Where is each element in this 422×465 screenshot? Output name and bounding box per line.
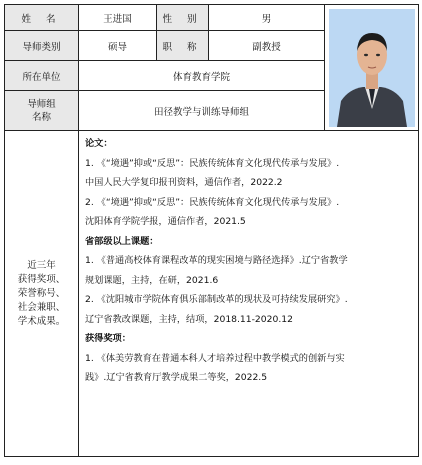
gender-value: 男 [209, 5, 325, 31]
award-line: 践》.辽宁省教育厅教学成果二等奖，2022.5 [85, 372, 268, 383]
unit-label: 所在单位 [5, 61, 79, 91]
paper-line: 1. 《“境遇”抑或“反思”：民族传统体育文化现代传承与发展》. [85, 157, 340, 169]
unit-value: 体育教育学院 [79, 61, 325, 91]
group-label-line1: 导师组 [27, 98, 56, 110]
achievements-label [5, 131, 79, 457]
achievements-label-line: 社会兼职、 [17, 301, 66, 313]
profile-table [4, 4, 419, 457]
paper-line: 2. 《“境遇”抑或“反思”：民族传统体育文化现代传承与发展》. [85, 196, 340, 208]
achievements-label-line: 学术成果。 [17, 315, 66, 327]
project-line: 辽宁省教改课题，主持，结项，2018.11-2020.12 [85, 313, 293, 325]
project-line: 2. 《沈阳城市学院体育俱乐部制改革的现状及可持续发展研究》. [85, 294, 348, 305]
achievements-content [79, 131, 419, 457]
supervisor-type-value: 硕导 [79, 31, 157, 61]
achievements-label-line: 近三年 [27, 259, 56, 271]
supervisor-type-label: 导师类别 [5, 31, 79, 61]
name-label: 姓 名 [5, 5, 79, 31]
paper-line: 沈阳体育学院学报，通信作者，2021.5 [85, 216, 246, 227]
projects-heading: 省部级以上课题： [85, 235, 159, 247]
title-label: 职 称 [157, 31, 209, 61]
paper-line: 中国人民大学复印报刊资料，通信作者，2022.2 [85, 177, 283, 188]
portrait-photo [329, 9, 415, 127]
name-value: 王进国 [79, 5, 157, 31]
awards-heading: 获得奖项： [85, 333, 131, 344]
project-line: 规划课题，主持，在研，2021.6 [85, 274, 219, 286]
achievements-label-line: 获得奖项、 [17, 273, 66, 285]
papers-heading: 论文： [85, 138, 113, 149]
group-value: 田径教学与训练导师组 [79, 91, 325, 131]
photo-cell [325, 5, 419, 131]
project-line: 1. 《普通高校体育课程改革的现实困境与路径选择》.辽宁省教学 [85, 255, 348, 266]
portrait-illustration [329, 9, 415, 127]
award-line: 1. 《体美劳教育在普通本科人才培养过程中教学模式的创新与实 [85, 352, 345, 364]
gender-label: 性 别 [157, 5, 209, 31]
group-label [5, 91, 79, 131]
title-value: 副教授 [209, 31, 325, 61]
group-label-line2: 名称 [31, 111, 51, 123]
achievements-label-line: 荣誉称号、 [17, 287, 66, 299]
